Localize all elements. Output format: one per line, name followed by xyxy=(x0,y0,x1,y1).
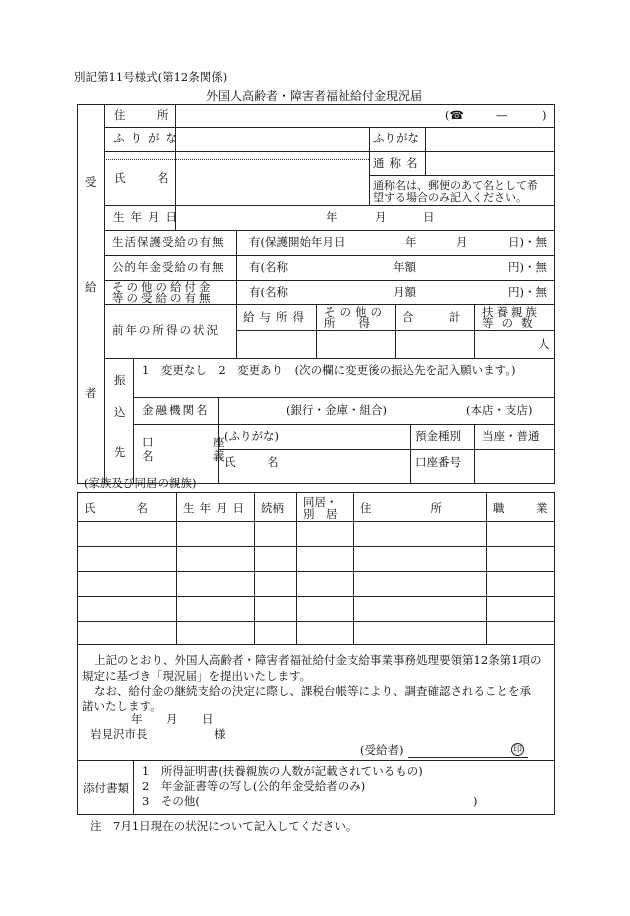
transfer-label-3: 先 xyxy=(114,445,126,459)
declaration-line-1: 上記のとおり、外国人高齢者・障害者福祉給付金支給事業事務処理要領第12条第1項の xyxy=(94,653,542,667)
declaration-line-2: 規定に基づき「現況届」を提出いたします。 xyxy=(82,669,312,683)
furigana-label: ふりがな xyxy=(113,131,183,145)
address-field[interactable] xyxy=(176,105,436,126)
birth-label: 生年月日 xyxy=(113,210,183,224)
phone-close: ) xyxy=(542,108,547,122)
holder-name: 氏 名 xyxy=(224,455,289,469)
family-section-label: (家族及び同居の親族) xyxy=(84,476,197,490)
deposit-types[interactable]: 当座・普通 xyxy=(482,429,540,443)
form-title: 外国人高齢者・障害者福祉給付金現況届 xyxy=(206,89,423,103)
welfare-text: 有(保護開始年月日 xyxy=(249,235,346,249)
welfare-day: 日)・無 xyxy=(508,235,547,249)
welfare-year: 年 xyxy=(405,235,417,249)
name-label: 氏 名 xyxy=(114,171,179,185)
other-amount: 月額 xyxy=(393,285,416,299)
date-month: 月 xyxy=(166,712,178,726)
pension-label: 公的年金受給の有無 xyxy=(112,260,225,274)
alias-furigana-field[interactable] xyxy=(426,128,554,150)
date-year: 年 xyxy=(131,712,143,726)
recipient-label-1: 受 xyxy=(85,175,97,189)
income-other-1: その他の xyxy=(324,305,386,319)
deposit-label: 預金種別 xyxy=(415,429,461,443)
col-cohabit-2: 別 居 xyxy=(303,507,338,521)
date-day: 日 xyxy=(202,712,214,726)
attachment-item-3-close: ) xyxy=(473,794,478,808)
income-other-2: 所 得 xyxy=(324,316,370,330)
attachment-item-2: 2 年金証書等の写し(公的年金受給者のみ) xyxy=(142,779,366,793)
transfer-change-options[interactable]: 1 変更なし 2 変更あり (次の欄に変更後の振込先を記入願います。) xyxy=(142,363,516,377)
bank-types: (銀行・金庫・組合) xyxy=(286,403,387,417)
col-cohabit-1: 同居・ xyxy=(303,495,338,509)
address-label: 住 所 xyxy=(114,108,179,122)
declaration-line-4: 諾いたします。 xyxy=(82,699,162,713)
alias-field[interactable] xyxy=(426,152,554,174)
footnote: 注 7月1日現在の状況について記入してください。 xyxy=(90,819,358,833)
welfare-label: 生活保護受給の有無 xyxy=(112,235,225,249)
dependents-label-1: 扶養親族 xyxy=(482,305,540,319)
income-total: 合 計 xyxy=(402,310,473,324)
alias-label: 通称名 xyxy=(373,156,423,170)
other-label-1: その他の給付金 xyxy=(112,280,214,294)
birth-month: 月 xyxy=(375,210,387,224)
pension-text: 有(名称 xyxy=(249,260,288,274)
signature-line[interactable] xyxy=(408,757,528,758)
birth-day: 日 xyxy=(423,210,435,224)
recipient-label-3: 者 xyxy=(85,386,97,400)
holder-label-2: 名 義 xyxy=(142,449,249,463)
attachment-item-1: 1 所得証明書(扶養親族の人数が記載されているもの) xyxy=(142,764,423,778)
birth-year: 年 xyxy=(326,210,338,224)
phone-open: (☎ xyxy=(445,108,464,122)
dependents-unit: 人 xyxy=(538,337,550,351)
account-number-field[interactable] xyxy=(475,450,554,483)
bank-label: 金融機関名 xyxy=(142,403,210,417)
dependents-label-2: 等の数 xyxy=(482,316,541,330)
holder-furigana: (ふりがな) xyxy=(224,429,279,443)
attachment-item-3: 3 その他( xyxy=(142,794,200,808)
income-salary: 給与所得 xyxy=(243,310,309,324)
alias-note-1: 通称名は、郵便のあて名として希 xyxy=(373,179,538,192)
phone-dash: — xyxy=(496,108,508,122)
welfare-month: 月 xyxy=(456,235,468,249)
col-name: 氏 名 xyxy=(84,501,154,515)
applicant-label: (受給者) xyxy=(360,743,404,757)
mayor-honorific: 様 xyxy=(214,727,226,741)
pension-yen: 円)・無 xyxy=(508,260,547,274)
col-relation: 続柄 xyxy=(261,501,284,515)
furigana-field[interactable] xyxy=(176,128,368,150)
alias-note-2: 望する場合のみ記入ください。 xyxy=(373,191,527,204)
recipient-label-2: 給 xyxy=(85,280,97,294)
furigana-label-2: ふりがな xyxy=(373,131,419,145)
transfer-label-1: 振 xyxy=(114,373,126,387)
other-text: 有(名称 xyxy=(249,285,288,299)
other-label-2: 等の受給の有無 xyxy=(112,291,214,305)
income-label: 前年の所得の状況 xyxy=(112,323,220,337)
name-field[interactable] xyxy=(176,160,368,204)
other-yen: 円)・無 xyxy=(508,285,547,299)
col-address: 住 所 xyxy=(360,501,454,515)
col-job: 職 業 xyxy=(493,501,558,515)
account-label: 口座番号 xyxy=(415,455,461,469)
col-birth: 生年月日 xyxy=(183,501,249,515)
seal-mark: 印 xyxy=(512,745,522,755)
transfer-label-2: 込 xyxy=(114,405,126,419)
form-number: 別記第11号様式(第12条関係) xyxy=(74,70,228,84)
attachments-label: 添付書類 xyxy=(83,781,129,795)
holder-label-1: 口 座 xyxy=(142,435,249,449)
branch-types: (本店・支店) xyxy=(466,403,533,417)
mayor-label: 岩見沢市長 xyxy=(90,727,148,741)
declaration-line-3: なお、給付金の継続支給の決定に際し、課税台帳等により、調査確認されることを承 xyxy=(94,684,531,698)
pension-amount: 年額 xyxy=(393,260,416,274)
